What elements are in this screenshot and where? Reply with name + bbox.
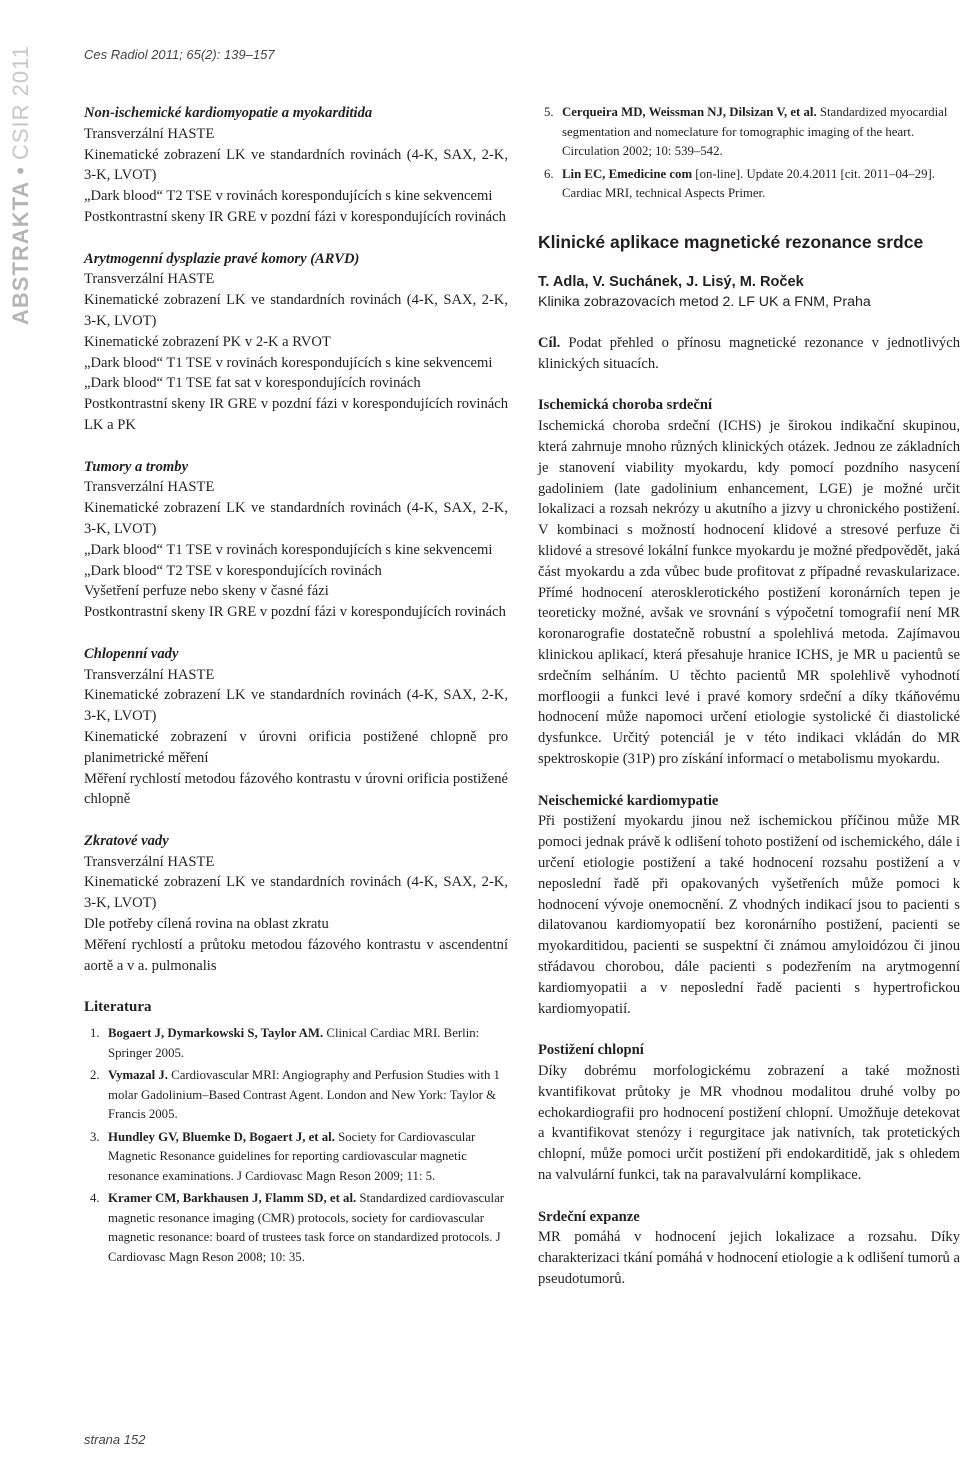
article-section	[538, 791, 960, 1020]
section-heading: Ischemická choroba srdeční	[538, 397, 713, 414]
protocol-line: „Dark blood“ T2 TSE v rovinách korespondujících s kine sekvencemi	[84, 188, 493, 205]
protocol-line: „Dark blood“ T1 TSE fat sat v korespondujících rovinách	[84, 375, 421, 392]
reference-number: 4.	[90, 1191, 100, 1206]
protocol-line: Kinematické zobrazení LK ve standardních rovinách (4-K, SAX, 2-K, 3-K, LVOT)	[84, 146, 508, 184]
protocol-blocks	[84, 103, 508, 976]
reference-authors: Cerqueira MD, Weissman NJ, Dilsizan V, et al.	[562, 105, 817, 119]
protocol-line: Postkontrastní skeny IR GRE v pozdní fázi v korespondujících rovinách	[84, 604, 506, 621]
aim-text: Podat přehled o přínosu magnetické rezonance v jednotlivých klinických situacích.	[538, 335, 960, 372]
protocol-line: Kinematické zobrazení LK ve standardních rovinách (4-K, SAX, 2-K, 3-K, LVOT)	[84, 292, 508, 329]
article-aim	[538, 333, 960, 375]
protocol-line: Kinematické zobrazení PK v 2-K a RVOT	[84, 333, 331, 350]
reference-item	[84, 1189, 508, 1267]
protocol-block-title: Tumory a tromby	[84, 458, 189, 475]
left-column	[84, 103, 508, 1270]
protocol-line: Postkontrastní skeny IR GRE v pozdní fázi v korespondujících rovinách	[84, 208, 506, 225]
protocol-line: Transverzální HASTE	[84, 125, 215, 142]
protocol-block	[84, 249, 508, 436]
protocol-block	[84, 644, 508, 810]
page-number: strana 152	[84, 1432, 146, 1447]
protocol-block	[84, 103, 508, 228]
reference-text: Standardized cardiovascular magnetic resonance imaging (CMR) protocols, society for cardiovascular magnetic resonance: board of trustees task force on standardized protocols. J Cardiovasc Magn Reson 2008; 10: 35.	[108, 1191, 505, 1264]
reference-number: 3.	[90, 1129, 100, 1144]
protocol-line: „Dark blood“ T1 TSE v rovinách korespondujících s kine sekvencemi	[84, 354, 493, 371]
protocol-line: „Dark blood“ T2 TSE v korespondujících rovinách	[84, 562, 382, 579]
protocol-line: Transverzální HASTE	[84, 271, 215, 288]
section-text: Při postižení myokardu jinou než ischemickou příčinou může MR pomoci jednak právě k odlišení tohoto postižení od ischemického, dále i určení etiologie postižení a také hodnocení rozsahu postižení a v neposlední řadě při opakovaných vyšetřeních může pomoci k hodnocení vývoje onemocnění. Z vhodných indikací jsou to pacienti s dilatovanou kardiomyopatií bez koronárního postižení, pacienti se myokarditidou, pacienti se suspektní či známou amyloidózou či jinou střádavou chorobou, dále pacienti s podezřením na arytmogenní kardiomyopatii a v neposlední řadě pacienti s hypertrofickou kardiomyopatií.	[538, 813, 960, 1017]
protocol-line: Kinematické zobrazení v úrovni orificia postižené chlopně pro planimetrické měření	[84, 728, 508, 766]
reference-item	[538, 165, 960, 204]
protocol-block	[84, 457, 508, 623]
reference-authors: Hundley GV, Bluemke D, Bogaert J, et al.	[108, 1129, 335, 1144]
protocol-line: Dle potřeby cílená rovina na oblast zkratu	[84, 916, 329, 933]
protocol-block-title: Chlopenní vady	[84, 645, 179, 662]
reference-number: 2.	[90, 1068, 100, 1083]
protocol-block-title: Non-ischemické kardiomyopatie a myokarditida	[84, 105, 373, 121]
protocol-line: Měření rychlostí metodou fázového kontrastu v úrovni orificia postižené chlopně	[84, 770, 508, 808]
article-affiliation: Klinika zobrazovacích metod 2. LF UK a FNM, Praha	[538, 294, 871, 311]
protocol-line: Měření rychlostí a průtoku metodou fázového kontrastu v ascendentní aortě a v a. pulmonalis	[84, 936, 508, 974]
reference-authors: Lin EC, Emedicine com	[562, 166, 693, 181]
article-title: Klinické aplikace magnetické rezonance srdce	[538, 231, 924, 252]
reference-text: Standardized myocardial segmentation and nomeclature for tomographic imaging of the heart. Circulation 2002; 10: 539–542.	[562, 105, 948, 158]
aim-label: Cíl.	[538, 335, 561, 352]
section-text: MR pomáhá v hodnocení jejich lokalizace a rozsahu. Díky charakterizaci tkání pomáhá v hodnocení etiologie a k odlišení tumorů a pseudotumorů.	[538, 1229, 960, 1287]
protocol-line: Transverzální HASTE	[84, 853, 215, 870]
reference-item	[84, 1128, 508, 1187]
protocol-line: Transverzální HASTE	[84, 666, 215, 683]
protocol-block-title: Zkratové vady	[84, 832, 169, 849]
reference-number: 1.	[90, 1026, 100, 1041]
reference-number: 6.	[544, 166, 554, 181]
reference-text: Cardiovascular MRI: Angiography and Perfusion Studies with 1 molar Gadolinium–Based Contrast Agent. London and New York: Taylor & Francis 2005.	[108, 1068, 500, 1122]
article-sections	[538, 395, 960, 1289]
reference-authors: Bogaert J, Dymarkowski S, Taylor AM.	[108, 1026, 324, 1041]
reference-list	[84, 1024, 508, 1267]
article-section	[538, 1040, 960, 1186]
side-tab-label	[8, 45, 34, 325]
literatura-section	[84, 997, 508, 1267]
reference-item	[84, 1066, 508, 1125]
reference-text: Clinical Cardiac MRI. Berlin: Springer 2005.	[108, 1026, 480, 1060]
right-column	[538, 103, 960, 1311]
section-text: Díky dobrému morfologickému zobrazení a také možnosti kvantifikovat průtoky je MR vhodnou modalitou druhé volby po echokardiografii pro hodnocení postižení chlopní. Umožňuje detekovat a kvantifikovat stenózy i regurgitace jak nativních, tak protetických chlopní, může pomoci určit postižení při endokarditidě, jak s ohledem na valvulární funkci, tak na paravalvulární komplikace.	[538, 1062, 960, 1183]
reference-item	[84, 1024, 508, 1063]
reference-number: 5.	[544, 105, 554, 119]
protocol-block-title: Arytmogenní dysplazie pravé komory (ARVD)	[84, 250, 360, 267]
protocol-block	[84, 831, 508, 977]
reference-text: Society for Cardiovascular Magnetic Resonance guidelines for reporting cardiovascular magnetic resonance examinations. J Cardiovasc Magn Reson 2009; 11: 5.	[108, 1129, 476, 1183]
side-tab-separator: •	[8, 166, 33, 175]
side-tab-abstrakta: ABSTRAKTA	[8, 180, 33, 325]
article-section	[538, 1207, 960, 1290]
section-heading: Neischemické kardiomypatie	[538, 792, 719, 809]
protocol-line: Vyšetření perfuze nebo skeny v časné fázi	[84, 583, 329, 600]
side-tab	[0, 40, 42, 330]
literatura-title: Literatura	[84, 999, 152, 1016]
reference-text: [on-line]. Update 20.4.2011 [cit. 2011–04–29]. Cardiac MRI, technical Aspects Primer.	[562, 166, 935, 200]
section-heading: Postižení chlopní	[538, 1042, 644, 1059]
reference-item	[538, 103, 960, 162]
side-tab-csir: CSIR 2011	[8, 45, 33, 161]
article-authors: T. Adla, V. Suchánek, J. Lisý, M. Roček	[538, 273, 804, 290]
journal-citation: Ces Radiol 2011; 65(2): 139–157	[84, 47, 275, 62]
protocol-line: Kinematické zobrazení LK ve standardních rovinách (4-K, SAX, 2-K, 3-K, LVOT)	[84, 687, 508, 725]
protocol-line: Kinematické zobrazení LK ve standardních rovinách (4-K, SAX, 2-K, 3-K, LVOT)	[84, 874, 508, 912]
article-section	[538, 395, 960, 769]
section-heading: Srdeční expanze	[538, 1208, 640, 1225]
protocol-line: Postkontrastní skeny IR GRE v pozdní fázi v korespondujících rovinách LK a PK	[84, 396, 508, 433]
section-text: Ischemická choroba srdeční (ICHS) je širokou indikační skupinou, která zahrnuje mnoho různých klinických otázek. Jednou ze základních je stanovení viability myokardu, kdy pomocí pozdního nasycení gadoliniem (late gadolinium enhancement, LGE) je možné určit lokalizaci a rozsah nekrózy u akutního a jizvy u chronického postižení. V kombinaci s možností hodnocení klidové a stresové perfuze či klidové a stresové lokální funkce myokardu je možné předpovědět, jaká část myokardu a zda vůbec bude profitovat z případné revaskularizace. Přímé hodnocení aterosklerotického postižení koronárních tepen je teoreticky možné, avšak ve srovnání s výpočetní tomografií není MR koronarografie dostatečně robustní a spolehlivá metoda. Zajímavou klinickou aplikací, která přesahuje hranice ICHS, je MR u pacientů se srdečním selháním. U těchto pacientů MR spolehlivě vyhodnotí morfloogii a funkci levé i pravé komory srdeční a díky tkáňovému hodnocení může napomoci určení etiologie systolické či diastolické dysfunkce. Určitý potenciál je v této indikaci vkládán do MR spektroskopie (31P) pro získání informací o metabolismu myokardu.	[538, 418, 960, 768]
reference-authors: Vymazal J.	[108, 1068, 168, 1083]
reference-list-continued	[538, 103, 960, 204]
protocol-line: Transverzální HASTE	[84, 479, 215, 496]
protocol-line: „Dark blood“ T1 TSE v rovinách korespondujících s kine sekvencemi	[84, 541, 493, 558]
protocol-line: Kinematické zobrazení LK ve standardních rovinách (4-K, SAX, 2-K, 3-K, LVOT)	[84, 500, 508, 537]
reference-authors: Kramer CM, Barkhausen J, Flamm SD, et al.	[108, 1191, 357, 1206]
